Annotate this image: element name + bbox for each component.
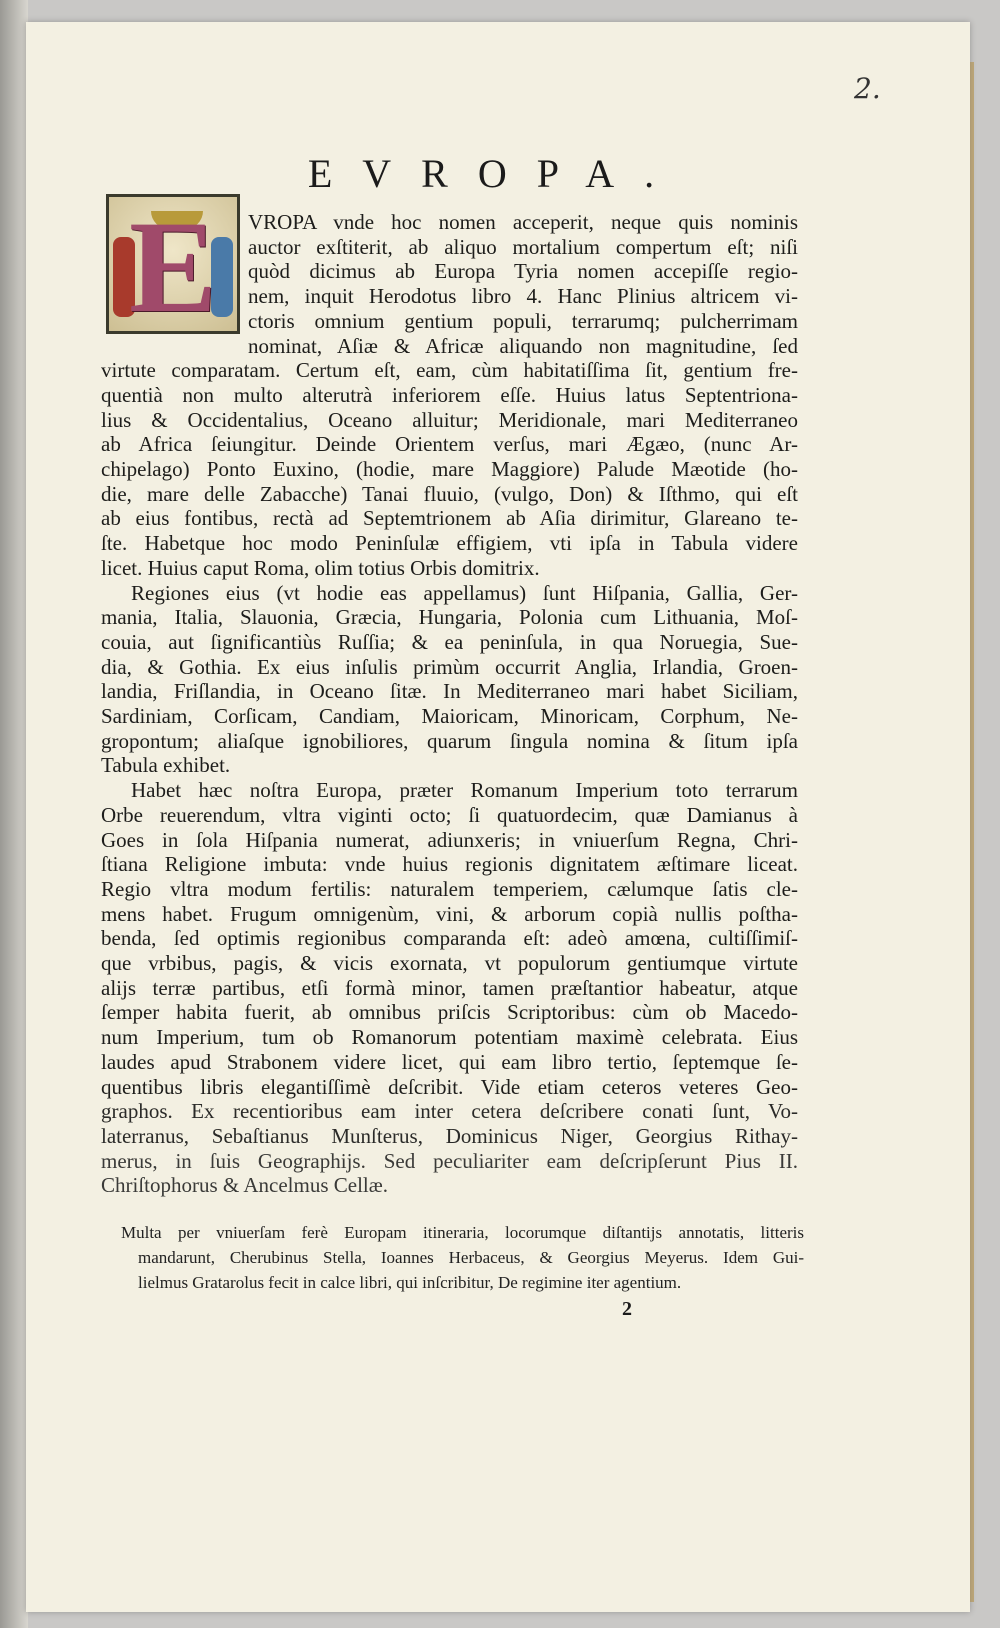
page-number: 2 (622, 1298, 632, 1320)
text-line: gropontum; aliaſque ignobiliores, quarum ſingula nomina & ſitum ipſa (101, 728, 798, 753)
text-line: alijs terræ partibus, etſi formà minor, tamen præſtantior habeatur, atque (101, 975, 798, 1000)
text-line: Sardiniam, Corſicam, Candiam, Maioricam, Minoricam, Corphum, Ne- (101, 704, 798, 728)
text-line: graphos. Ex recentioribus eam inter cetera deſcribere conati ſunt, Vo- (101, 1099, 798, 1124)
text-line: Regio vltra modum fertilis: naturalem temperiem, cælumque ſatis cle- (101, 876, 798, 901)
initial-letter: E (128, 194, 218, 334)
text-line: nominat, Aſiæ & Africæ aliquando non magnitudine, ſed (248, 333, 798, 358)
text-line: auctor exſtiterit, ab aliquo mortalium compertum eſt; niſi (248, 234, 798, 259)
illuminated-initial (106, 194, 240, 334)
text-line: quentibus libris elegantiſſimè deſcribit. Vide etiam ceteros veteres Geo- (101, 1074, 798, 1099)
text-line: lius & Occidentalius, Oceano alluitur; Meridionale, mari Mediterraneo (101, 407, 798, 432)
text-line: num Imperium, tum ob Romanorum potentiam maximè celebrata. Eius (101, 1025, 798, 1050)
footnote-line: mandarunt, Cherubinus Stella, Ioannes Herbaceus, & Georgius Meyerus. Idem Gui- (138, 1248, 804, 1267)
text-line: Orbe reuerendum, vltra viginti octo; ſi quatuordecim, quæ Damianus à (101, 802, 798, 827)
book-page (26, 22, 970, 1612)
text-line: laudes apud Strabonem videre licet, qui eam libro tertio, ſeptemque ſe- (101, 1049, 798, 1074)
text-line: ſemper habita fuerit, ab omnibus priſcis Scriptoribus: cùm ob Macedo- (101, 1000, 798, 1025)
text-line: Regiones eius (vt hodie eas appellamus) ſunt Hiſpania, Gallia, Ger- (131, 580, 798, 605)
text-line: ab eius fontibus, rectà ad Septemtrionem ab Aſia dirimitur, Glareano te- (101, 506, 798, 531)
text-line: Chriſtophorus & Ancelmus Cellæ. (101, 1173, 388, 1198)
text-line: merus, in ſuis Geographijs. Sed peculiariter eam deſcripſerunt Pius II. (101, 1148, 798, 1173)
text-line: Tabula exhibet. (101, 753, 231, 778)
text-line: quentià non multo alterutrà inferiorem eſſe. Huius latus Septentriona- (101, 382, 798, 407)
text-line: VROPA vnde hoc nomen acceperit, neque quis nominis (248, 210, 798, 234)
text-line: laterranus, Sebaſtianus Munſterus, Dominicus Niger, Georgius Rithay- (101, 1123, 798, 1148)
text-line: que vrbibus, pagis, & vicis exornata, vt populorum gentiumque virtute (101, 951, 798, 975)
text-line: ctoris omnium gentium populi, terrarumq; pulcherrimam (248, 308, 798, 333)
text-line: nem, inquit Herodotus libro 4. Hanc Plinius altricem vi- (248, 284, 798, 309)
text-line: couia, aut ſignificantiùs Ruſſia; & ea peninſula, in qua Noruegia, Sue- (101, 629, 798, 654)
text-line: mania, Italia, Slauonia, Græcia, Hungaria, Polonia cum Lithuania, Moſ- (101, 605, 798, 630)
text-line: ſte. Habetque hoc modo Peninſulæ effigiem, vti ipſa in Tabula videre (101, 531, 798, 556)
text-line: licet. Huius caput Roma, olim totius Orbis domitrix. (101, 555, 540, 580)
text-line: mens habet. Frugum omnigenùm, vini, & arborum copià nullis poſtha- (101, 901, 798, 926)
text-line: Habet hæc noſtra Europa, præter Romanum Imperium toto terrarum (131, 778, 798, 803)
text-line: die, mare delle Zabacche) Tanai fluuio, (vulgo, Don) & Iſthmo, qui eſt (101, 481, 798, 506)
text-line: chipelago) Ponto Euxino, (hodie, mare Maggiore) Palude Mæotide (ho- (101, 457, 798, 481)
text-line: Goes in ſola Hiſpania numerat, adiunxeris; in vniuerſum Regna, Chri- (101, 827, 798, 852)
text-line: quòd dicimus ab Europa Tyria nomen accepiſſe regio- (248, 259, 798, 284)
text-line: benda, ſed optimis regionibus comparanda eſt: adeò amœna, cultiſſimiſ- (101, 926, 798, 951)
page-title: EVROPA. (307, 151, 685, 196)
text-line: ſtiana Religione imbuta: vnde huius regionis dignitatem æſtimare liceat. (101, 852, 798, 877)
book-spine-edge (0, 0, 28, 1628)
text-line: dia, & Gothia. Ex eius inſulis primùm occurrit Anglia, Irlandia, Groen- (101, 654, 798, 679)
text-line: virtute comparatam. Certum eſt, eam, cùm habitatiſſima ſit, gentium fre- (101, 358, 798, 383)
footnote-line: lielmus Gratarolus fecit in calce libri, qui inſcribitur, De regimine iter agentium. (138, 1273, 682, 1292)
text-line: landia, Friſlandia, in Oceano ſitæ. In Mediterraneo mari habet Siciliam, (101, 679, 798, 704)
handwritten-folio: 2. (854, 72, 881, 105)
text-line: ab Africa ſeiungitur. Deinde Orientem verſus, mari Ægæo, (nunc Ar- (101, 432, 798, 457)
footnote-line: Multa per vniuerſam ferè Europam itineraria, locorumque diſtantijs annotatis, litteris (121, 1223, 804, 1242)
